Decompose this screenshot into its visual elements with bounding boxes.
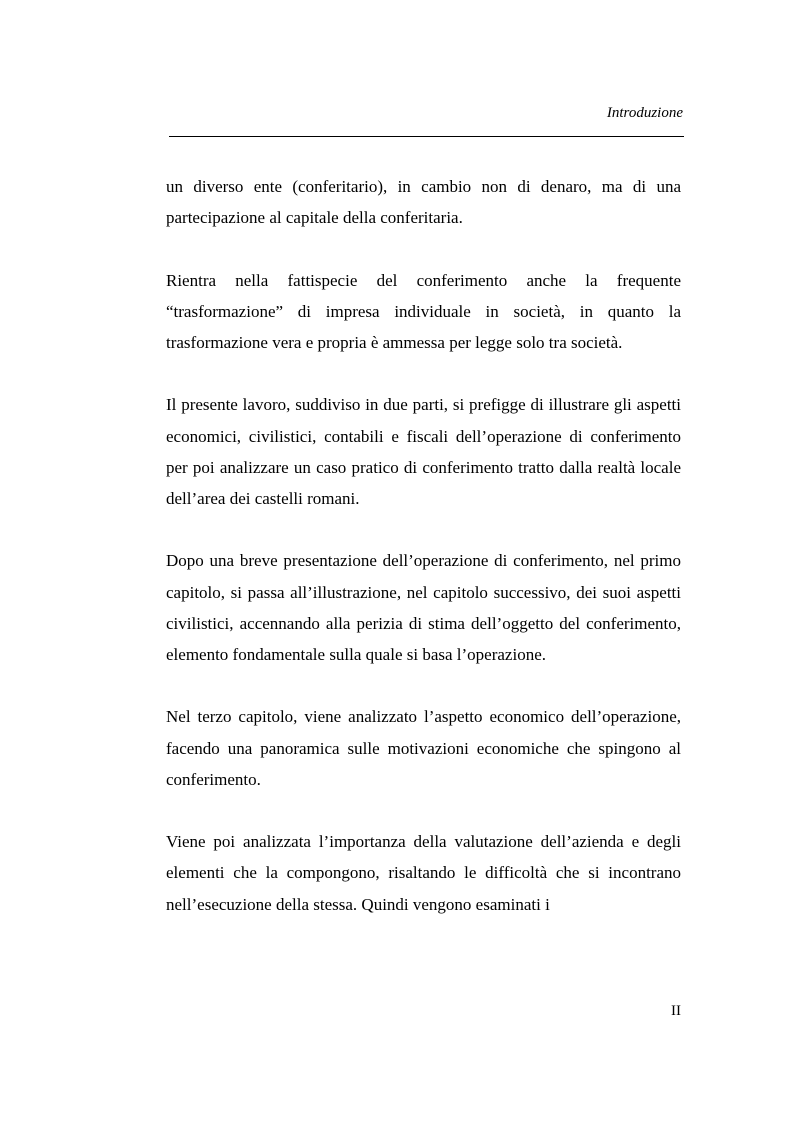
paragraph-1: un diverso ente (conferitario), in cambio non di denaro, ma di una partecipazione al capitale della conferitaria. (166, 177, 681, 228)
paragraph-6: Viene poi analizzata l’importanza della valutazione dell’azienda e degli elementi che la compongono, risaltando le difficoltà che si incontrano nell’esecuzione della stessa. Quindi vengono esaminati i (166, 832, 681, 914)
body-text (166, 171, 681, 951)
running-header: Introduzione (606, 105, 683, 121)
page-number: II (671, 1003, 681, 1019)
header-rule (169, 136, 684, 137)
paragraph-3: Il presente lavoro, suddiviso in due parti, si prefigge di illustrare gli aspetti economici, civilistici, contabili e fiscali dell’operazione di conferimento per poi analizzare un caso pratico di conferimento tratto dalla realtà locale dell’area dei castelli romani. (166, 395, 681, 508)
paragraph-5: Nel terzo capitolo, viene analizzato l’aspetto economico dell’operazione, facendo una panoramica sulle motivazioni economiche che spingono al conferimento. (166, 707, 681, 789)
paragraph-2: Rientra nella fattispecie del conferimento anche la frequente “trasformazione” di impresa individuale in società, in quanto la trasformazione vera e propria è ammessa per legge solo tra società. (166, 270, 681, 352)
paragraph-4: Dopo una breve presentazione dell’operazione di conferimento, nel primo capitolo, si passa all’illustrazione, nel capitolo successivo, dei suoi aspetti civilistici, accennando alla perizia di stima dell’oggetto del conferimento, elemento fondamentale sulla quale si basa l’operazione. (166, 551, 681, 664)
